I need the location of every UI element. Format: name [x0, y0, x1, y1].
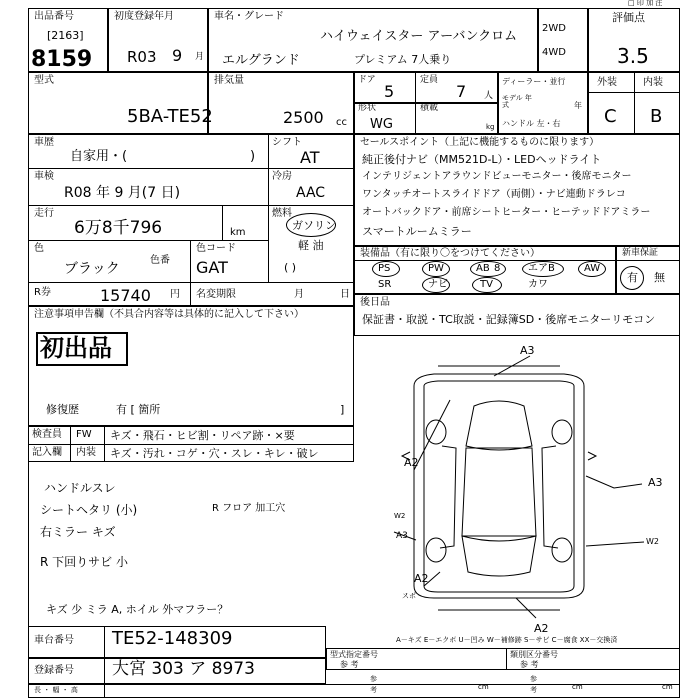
door-label: ドア: [358, 75, 376, 85]
car-name-line1: ハイウェイスター アーバンクロム: [320, 29, 518, 44]
color-label: 色: [34, 243, 44, 254]
repair-value: 有 [ 箇所: [116, 403, 161, 416]
mileage-unit-divider: [222, 205, 223, 240]
certify-label: 型式指定番号: [330, 650, 378, 659]
certify-ref: 参 考: [340, 660, 359, 669]
mileage-unit: km: [230, 227, 246, 238]
car-damage-diagram: [354, 336, 680, 636]
color-code-label: 色コード: [196, 243, 236, 254]
footer-label: 長 ・ 幅 ・ 高: [34, 686, 78, 694]
door-value: 5: [384, 82, 395, 101]
first-reg-month: 9: [172, 46, 183, 65]
equip-aw: AW: [584, 263, 601, 274]
mileage-label: 走行: [34, 208, 54, 219]
footer-unit3: cm: [662, 683, 673, 691]
capacity-unit: 人: [484, 91, 494, 101]
repair-label: 修復歴: [46, 403, 79, 416]
score-value: 3.5: [617, 44, 649, 68]
circle-aw: [578, 261, 606, 277]
mark-w2-left: W2: [394, 512, 406, 520]
body-outline: [414, 374, 584, 598]
history-hline3: [28, 240, 268, 241]
chassis-value: TE52-148309: [112, 628, 233, 649]
history-vdivider: [268, 134, 269, 282]
history-hline1: [28, 168, 354, 169]
model-year-unit: 年: [574, 101, 582, 110]
title-label: 名変期限: [196, 289, 236, 300]
windshield: [466, 401, 532, 450]
legend-vline1: [70, 426, 71, 462]
mark-a2-bottom-left: A2: [414, 572, 429, 585]
fuel-value2: 軽 油: [298, 239, 324, 252]
mileage-value: 6万8千796: [74, 218, 163, 238]
after-parts-label: 後日品: [360, 297, 390, 308]
legend-vline2: [104, 426, 105, 462]
wheel-front-right: [552, 420, 572, 444]
model-label: 型式: [34, 75, 54, 86]
color-no-value: GAT: [196, 258, 228, 277]
repair-close: ]: [340, 403, 345, 416]
drive-2wd: 2WD: [542, 23, 566, 34]
legend-row2: キズ・汚れ・コゲ・穴・スレ・キレ・破レ: [110, 447, 319, 460]
equip-ps: PS: [378, 263, 391, 274]
top-right-note: □ 印 加 注: [628, 0, 663, 7]
equip-ab: AB: [476, 263, 490, 274]
new-car-hline: [616, 260, 680, 261]
displacement-label: 排気量: [214, 75, 244, 86]
lot-label: 出品番号: [34, 11, 74, 22]
model-year-label: モデル 年式: [502, 94, 532, 109]
handwritten-note-3: R フロア 加工穴: [212, 503, 286, 514]
registration-value: 大宮 303 ア 8973: [112, 659, 255, 679]
footer-ref4: 考: [530, 686, 537, 694]
mark-line-a2-left: [414, 400, 450, 470]
mark-line-w2-right: [586, 542, 644, 546]
title-day: 日: [340, 289, 350, 300]
sales-points-label: セールスポイント（上記に機能するものに限ります）: [360, 137, 600, 148]
footer-unit2: cm: [572, 683, 583, 691]
first-reg-month-unit: 月: [195, 52, 205, 62]
wheel-rear-right: [552, 538, 572, 562]
fuel-value1: ガソリン: [292, 219, 336, 232]
body-inner: [424, 381, 574, 592]
diagram-small-note: スポ: [402, 592, 416, 600]
circle-pw: [422, 261, 450, 277]
equip-leather: カワ: [528, 279, 548, 290]
capacity-label: 定員: [420, 75, 439, 85]
left-side-line: [440, 446, 456, 548]
diagram-legend: A－キズ E－エクボ U－凹み W－補修跡 S－サビ C－腐食 XX－交換済: [396, 636, 618, 644]
load-label: 積載: [420, 103, 439, 113]
circle-ps: [372, 261, 400, 277]
warranty-circle: [620, 266, 644, 290]
recycle-divider: [190, 282, 191, 306]
inspection-label: 車検: [34, 171, 54, 182]
sales-line-2: インテリジェントアラウンドビューモニター・後席モニター: [362, 171, 632, 182]
history-hline2: [28, 205, 354, 206]
handwritten-note-4: 右ミラー キズ: [40, 525, 116, 539]
color-no-label: 色番: [150, 255, 170, 266]
notes-label: 注意事項申告欄（不具合内容等は具体的に記入して下さい）: [34, 309, 304, 320]
equip-sr: SR: [378, 279, 392, 290]
fuel-paren: ( ): [284, 261, 297, 274]
footer-ref1: 参: [370, 675, 377, 683]
title-month: 月: [294, 289, 304, 300]
sales-line-5: スマートルームミラー: [362, 225, 472, 238]
bottom-note: キズ 少 ミラ A, ホイル 外マフラー？: [46, 603, 229, 616]
legend-hline: [28, 444, 354, 445]
entry-label: 記入欄: [32, 447, 62, 458]
footer-ref3: 参: [530, 675, 537, 683]
cooling-label: 冷房: [272, 171, 292, 182]
mark-w2-right: W2: [646, 537, 659, 546]
after-parts-value: 保証書・取説・TC取説・記録簿SD・後席モニターリモコン: [362, 313, 656, 326]
new-car-label: 新車保証: [622, 248, 659, 258]
lot-sub: [2163]: [47, 29, 84, 42]
equip-navi: ナビ: [428, 279, 448, 290]
exterior-value: C: [604, 106, 617, 127]
circle-airbag: [522, 261, 564, 277]
car-name-line2: エルグランド: [222, 53, 300, 68]
shape-label: 形状: [358, 103, 377, 113]
mark-a3-top: A3: [520, 344, 535, 357]
legend-box-interior: 内装: [76, 447, 96, 458]
equip-ab-count: 8: [494, 263, 501, 274]
fuel-label: 燃料: [272, 208, 292, 219]
lot-number: 8159: [31, 47, 93, 72]
shift-label: シフト: [272, 137, 302, 148]
handwritten-note-5: R 下回りサビ 小: [40, 555, 128, 569]
ext-int-hline: [588, 92, 680, 93]
color-code-divider: [190, 240, 191, 282]
mark-a3-left: A3: [396, 531, 408, 541]
capacity-value: 7: [456, 82, 467, 101]
shape-value: WG: [370, 117, 393, 132]
exterior-label: 外装: [597, 77, 617, 88]
registration-label: 登録番号: [34, 665, 74, 676]
sales-line-3: ワンタッチオートスライドドア（両側）・ナビ連動ドラレコ: [362, 189, 626, 200]
warranty-none: 無: [654, 271, 665, 284]
drive-4wd: 4WD: [542, 47, 566, 58]
legend-row1: キズ・飛石・ヒビ割・リペア跡・×要: [110, 429, 295, 442]
dealer-label: ディーラー・並行: [502, 77, 566, 86]
circle-tv: [472, 277, 502, 293]
wheel-rear-left: [426, 538, 446, 562]
roof: [462, 448, 536, 536]
certify-box: [326, 648, 680, 670]
sales-line-1: 純正後付ナビ（MM521D-L）・LEDヘッドライト: [362, 153, 602, 166]
history-close: ): [250, 149, 256, 164]
fuel-circle: [286, 213, 336, 237]
cooling-value: AAC: [296, 185, 326, 201]
mark-line-a3-right: [586, 476, 642, 488]
color-value: ブラック: [64, 261, 120, 277]
circle-navi: [422, 277, 450, 293]
model-value: 5BA-TE52: [127, 106, 213, 127]
grade-label: 評価点: [612, 11, 645, 24]
displacement-unit: cc: [336, 117, 347, 128]
mark-line-a2-bottom: [516, 598, 536, 618]
rear-window: [462, 536, 536, 576]
inspection-value: R08 年 9 月(7 日): [64, 185, 181, 201]
mark-a2-left: A2: [404, 456, 419, 469]
category-label: 類別区分番号: [510, 650, 558, 659]
equip-airbag: エアB: [528, 263, 555, 274]
footer-unit1: cm: [478, 683, 489, 691]
history-value: 自家用・(: [70, 149, 128, 164]
equipment-label: 装備品（有に限り〇をつけてください）: [360, 248, 540, 259]
footer-ref2: 考: [370, 686, 377, 694]
handle-label: ハンドル 左・右: [502, 119, 561, 128]
chassis-label: 車台番号: [34, 635, 74, 646]
equip-tv: TV: [480, 279, 493, 290]
sales-line-4: オートバックドア・前席シートヒーター・ヒーテッドドアミラー: [362, 207, 651, 218]
interior-label: 内装: [643, 77, 663, 88]
legend-box-fw: FW: [76, 429, 92, 440]
mirror-right: [588, 452, 596, 460]
recycle-unit: 円: [170, 289, 180, 300]
car-name-line3: プレミアム 7人乗り: [354, 53, 452, 66]
load-unit: kg: [486, 123, 495, 131]
circle-ab: [470, 261, 506, 277]
displacement-value: 2500: [283, 108, 324, 127]
handwritten-note-2: シートヘタリ (小): [40, 503, 138, 517]
history-label: 車歴: [34, 137, 54, 148]
certify-divider: [506, 648, 507, 670]
shift-value: AT: [300, 148, 320, 167]
car-name-label: 車名・グレード: [214, 11, 284, 22]
category-ref: 参 考: [520, 660, 539, 669]
mark-a2-bottom: A2: [534, 622, 549, 635]
drive-box: [538, 8, 588, 72]
mark-a3-right: A3: [648, 476, 663, 489]
first-reg-label: 初度登録年月: [114, 11, 174, 22]
ext-int-divider: [634, 72, 635, 134]
warranty-has: 有: [627, 271, 638, 284]
interior-value: B: [650, 106, 663, 127]
recycle-label: R券: [34, 287, 51, 298]
recycle-value: 15740: [100, 286, 151, 305]
right-side-line: [542, 446, 558, 548]
history-hline4: [28, 282, 354, 283]
inspector-label: 検査員: [32, 429, 62, 440]
handwritten-note-1: ハンドルスレ: [44, 481, 116, 495]
equip-pw: PW: [428, 263, 444, 274]
first-listing: 初出品: [40, 334, 112, 362]
first-reg-era: R03: [127, 48, 157, 66]
